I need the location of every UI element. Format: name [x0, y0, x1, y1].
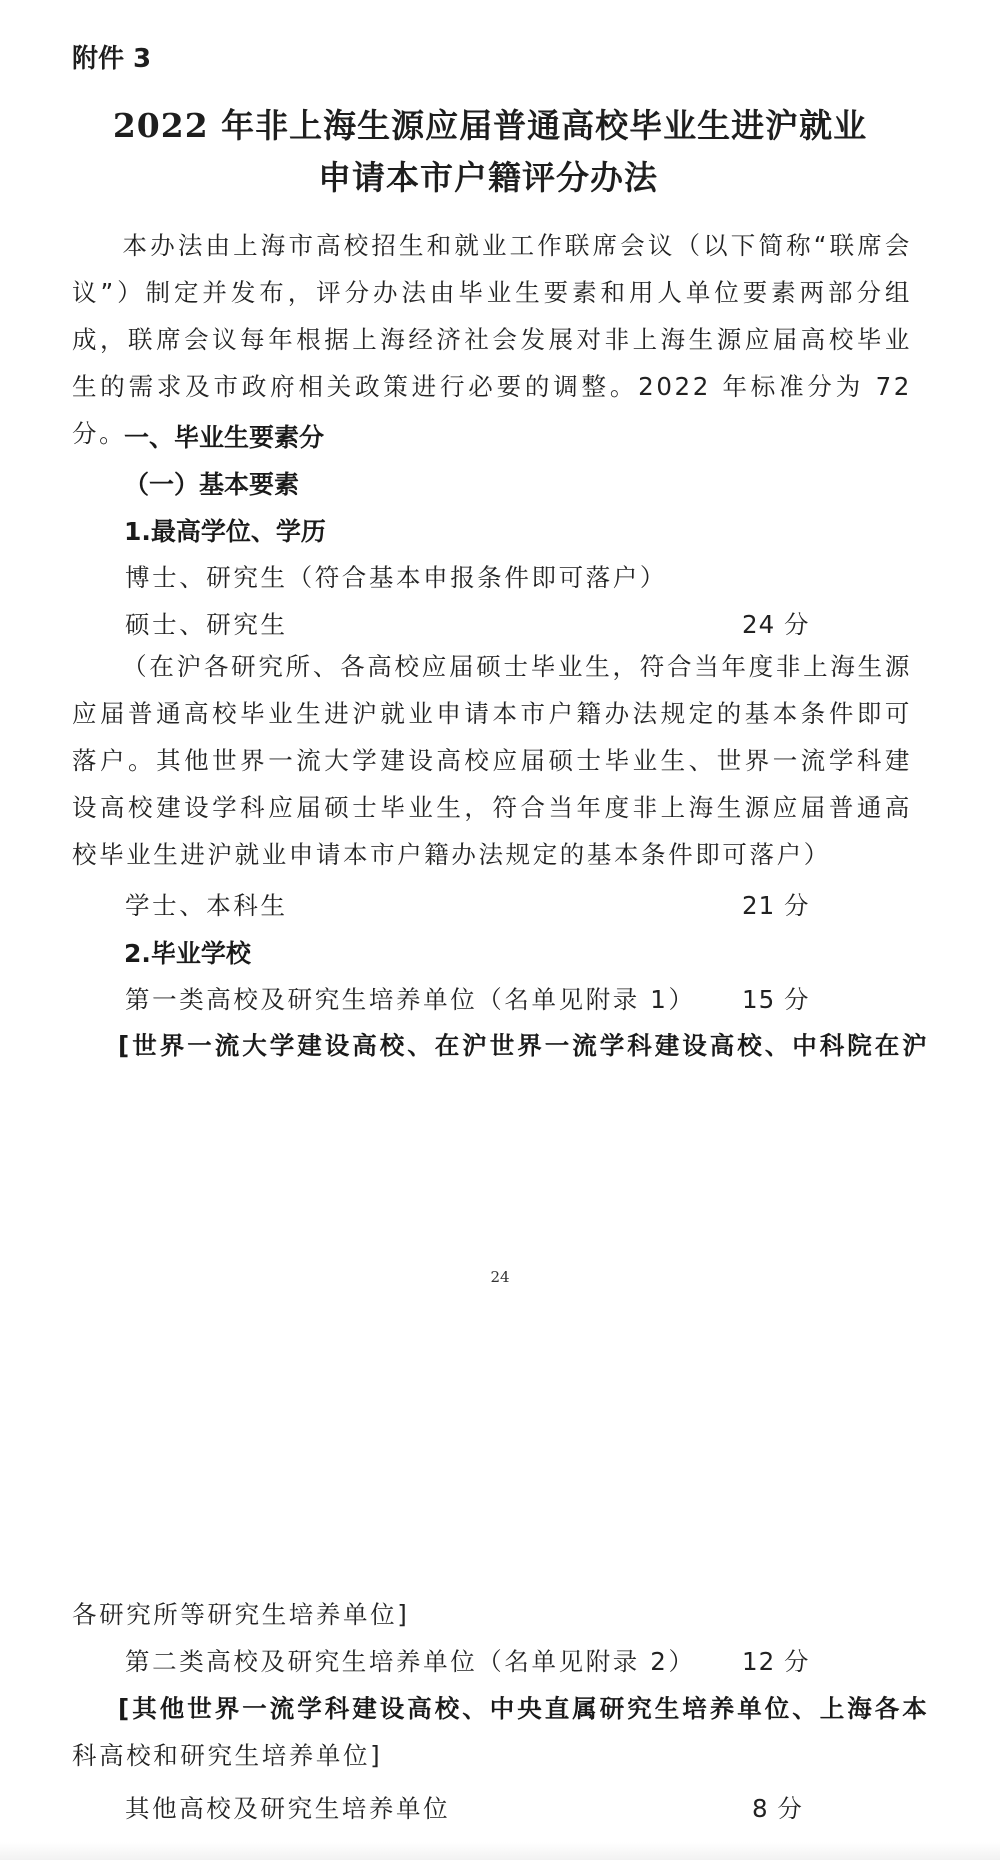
class2-note-line2: 科高校和研究生培养单位] [72, 1741, 383, 1770]
document-title-line-1: 2022 年非上海生源应届普通高校毕业生进沪就业 [112, 106, 868, 145]
doctor-row: 博士、研究生（符合基本申报条件即可落户） [125, 563, 667, 592]
section-heading-graduate-factors: 一、毕业生要素分 [124, 423, 325, 452]
bottom-edge-shadow [0, 1842, 1000, 1860]
intro-text: 本办法由上海市高校招生和就业工作联席会议（以下简称“联席会议”）制定并发布，评分办法由毕业生要素和用人单位要素两部分组成，联席会议每年根据上海经济社会发展对非上海生源应届高校毕业生的需求及市政府相关政策进行必要的调整。2022 年标准分为 72 分。 [72, 231, 912, 448]
class1-score: 15 分 [742, 985, 810, 1014]
master-row-label: 硕士、研究生 [125, 610, 288, 639]
master-note-text: （在沪各研究所、各高校应届硕士毕业生，符合当年度非上海生源应届普通高校毕业生进沪就业申请本市户籍办法规定的基本条件即可落户。其他世界一流大学建设高校应届硕士毕业生、世界一流学科建设高校建设学科应届硕士毕业生，符合当年度非上海生源应届普通高校毕业生进沪就业申请本市户籍办法规定的基本条件即可落户） [72, 652, 912, 869]
class2-row-label: 第二类高校及研究生培养单位（名单见附录 2） [125, 1647, 696, 1676]
subsection-heading-basic-factors: （一）基本要素 [124, 470, 300, 499]
bachelor-row-label: 学士、本科生 [125, 891, 288, 920]
document-title-line-2: 申请本市户籍评分办法 [318, 158, 658, 197]
item-heading-degree: 1.最高学位、学历 [124, 517, 326, 546]
attachment-label: 附件 3 [72, 44, 152, 74]
item-heading-school: 2.毕业学校 [124, 939, 251, 968]
master-score: 24 分 [742, 610, 810, 639]
class2-score: 12 分 [742, 1647, 810, 1676]
page-number: 24 [490, 1268, 510, 1286]
class1-note-line2: 各研究所等研究生培养单位] [72, 1600, 410, 1629]
bachelor-score: 21 分 [742, 891, 810, 920]
master-note-paragraph [72, 643, 912, 878]
class2-note-line1: [其他世界一流学科建设高校、中央直属研究生培养单位、上海各本 [118, 1694, 930, 1723]
other-row-label: 其他高校及研究生培养单位 [125, 1794, 451, 1823]
page-break-gap [0, 1300, 1000, 1580]
class1-note-line1: [世界一流大学建设高校、在沪世界一流学科建设高校、中科院在沪 [118, 1031, 930, 1060]
other-score: 8 分 [752, 1794, 803, 1823]
class1-row-label: 第一类高校及研究生培养单位（名单见附录 1） [125, 985, 696, 1014]
